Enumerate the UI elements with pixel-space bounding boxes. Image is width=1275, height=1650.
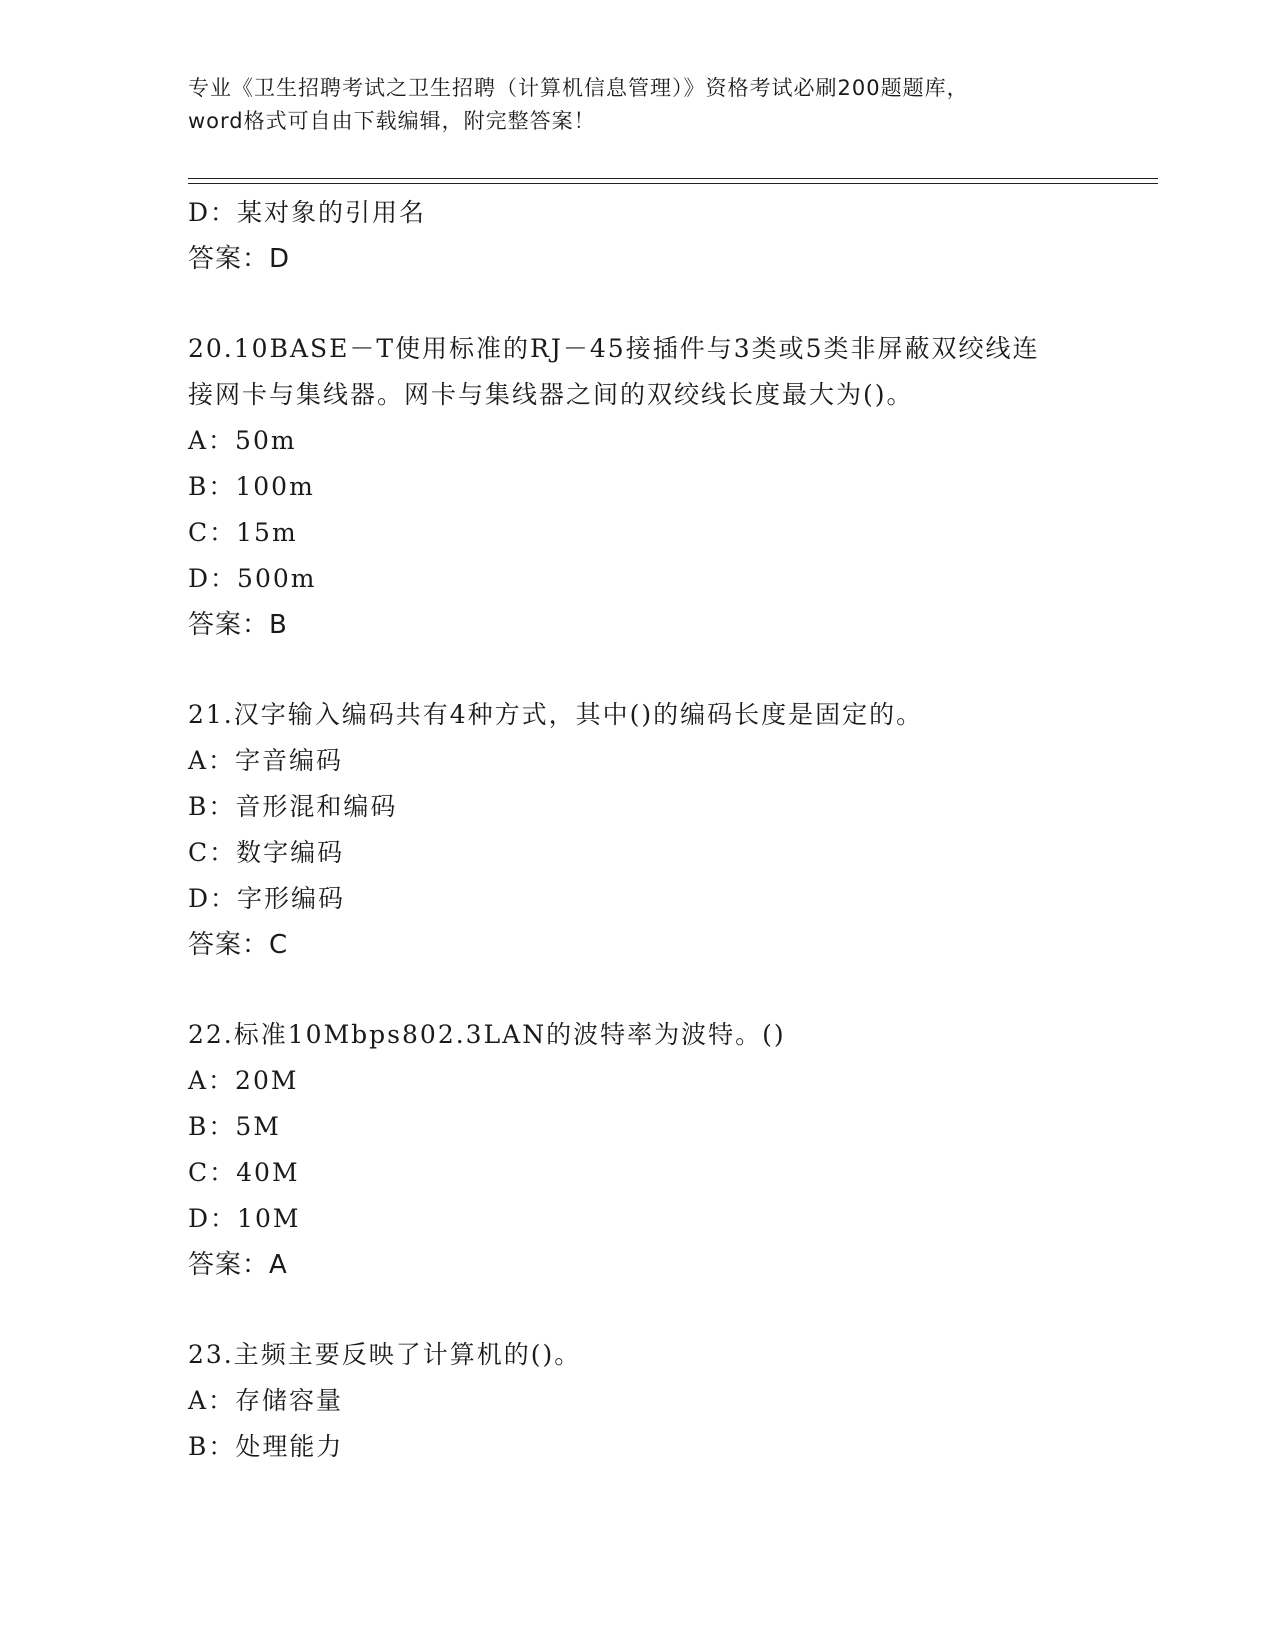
option-a: A：存储容量 <box>188 1386 344 1415</box>
header-divider-top <box>188 178 1158 179</box>
option-c: C：40M <box>188 1158 300 1187</box>
question-stem: 22.标准10Mbps802.3LAN的波特率为波特。() <box>188 1020 786 1049</box>
question-21 <box>188 692 1128 968</box>
question-stem: 20.10BASE－T使用标准的RJ－45接插件与3类或5类非屏蔽双绞线连 <box>188 334 1040 363</box>
option-c: C：15m <box>188 518 298 547</box>
question-stem-continued: 接网卡与集线器。网卡与集线器之间的双绞线长度最大为()。 <box>188 380 914 409</box>
option-d: D：500m <box>188 564 317 593</box>
question-list <box>188 190 1128 1470</box>
question-19-tail <box>188 190 1128 282</box>
option-d: D：字形编码 <box>188 884 346 913</box>
question-23 <box>188 1332 1128 1470</box>
option-d: D：10M <box>188 1204 301 1233</box>
spacer <box>188 648 1128 692</box>
question-stem: 23.主频主要反映了计算机的()。 <box>188 1340 582 1369</box>
option-b: B：处理能力 <box>188 1432 344 1461</box>
answer-line: 答案：B <box>188 610 288 640</box>
question-20 <box>188 326 1128 648</box>
option-b: B：5M <box>188 1112 281 1141</box>
option-a: A：50m <box>188 426 297 455</box>
option-b: B：100m <box>188 472 315 501</box>
option-b: B：音形混和编码 <box>188 792 398 821</box>
spacer <box>188 282 1128 326</box>
answer-line: 答案：C <box>188 930 289 960</box>
option-d: D：某对象的引用名 <box>188 198 427 227</box>
header-title-line-1: 专业《卫生招聘考试之卫生招聘（计算机信息管理）》资格考试必刷200题题库， <box>188 76 969 100</box>
answer-line: 答案：A <box>188 1250 288 1280</box>
question-22 <box>188 1012 1128 1288</box>
document-header <box>188 72 1088 138</box>
question-stem: 21.汉字输入编码共有4种方式，其中()的编码长度是固定的。 <box>188 700 924 729</box>
answer-line: 答案：D <box>188 244 291 274</box>
option-a: A：字音编码 <box>188 746 344 775</box>
spacer <box>188 968 1128 1012</box>
option-c: C：数字编码 <box>188 838 345 867</box>
option-a: A：20M <box>188 1066 299 1095</box>
spacer <box>188 1288 1128 1332</box>
header-title-line-2: word格式可自由下载编辑，附完整答案！ <box>188 109 596 133</box>
header-divider-bottom <box>188 183 1158 184</box>
